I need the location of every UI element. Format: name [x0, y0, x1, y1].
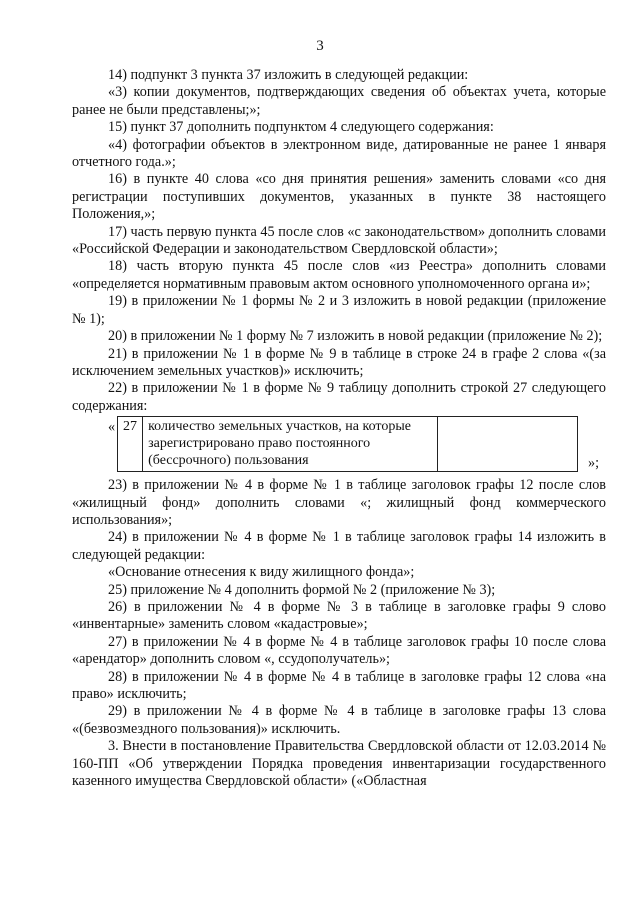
paragraph-item-19: 19) в приложении № 1 формы № 2 и 3 изложить в новой редакции (приложение № 1);	[72, 293, 606, 327]
table-cell-row-text: количество земельных участков, на которые зарегистрировано право постоянного (бессрочного) пользования	[143, 417, 438, 472]
paragraph-item-24: 24) в приложении № 4 в форме № 1 в таблице заголовок графы 14 изложить в следующей редакции:	[72, 529, 606, 563]
document-body	[72, 67, 606, 790]
paragraph-item-27: 27) в приложении № 4 в форме № 4 в таблице заголовок графы 10 после слова «арендатор» дополнить словом «, ссудополучатель»;	[72, 633, 606, 668]
paragraph-item-22: 22) в приложении № 1 в форме № 9 таблицу дополнить строкой 27 следующего содержания:	[72, 380, 606, 414]
paragraph-section-3: 3. Внести в постановление Правительства Свердловской области от 12.03.2014 № 160-ПП «Об утверждении Порядка проведения инвентаризации государственного казенного имущества Свердловской области» («Областная	[72, 738, 606, 790]
table-close-quote: »;	[588, 455, 600, 472]
paragraph-item-21: 21) в приложении № 1 в форме № 9 в таблице в строке 24 в графе 2 слова «(за исключением земельных участков)» исключить;	[72, 345, 606, 379]
paragraph-quote-basis: «Основание отнесения к виду жилищного фонда»;	[108, 564, 415, 581]
paragraph-item-14: 14) подпункт 3 пункта 37 изложить в следующей редакции:	[108, 67, 469, 83]
inserted-table	[117, 416, 578, 472]
table-cell-row-number: 27	[118, 417, 143, 472]
paragraph-item-29: 29) в приложении № 4 в форме № 4 в таблице в заголовке графы 13 слова «(безвозмездного пользования)» исключить.	[72, 703, 606, 737]
paragraph-quote-4: «4) фотографии объектов в электронном виде, датированные не ранее 1 января отчетного года.»;	[72, 136, 606, 171]
paragraph-item-16: 16) в пункте 40 слова «со дня принятия решения» заменить словами «со дня регистрации поступивших документов, указанных в пункте 38 настоящего Положения,»;	[72, 171, 606, 223]
paragraph-item-15: 15) пункт 37 дополнить подпунктом 4 следующего содержания:	[108, 119, 494, 136]
paragraph-item-20: 20) в приложении № 1 форму № 7 изложить в новой редакции (приложение № 2);	[108, 328, 603, 345]
paragraph-item-25: 25) приложение № 4 дополнить формой № 2 (приложение № 3);	[108, 581, 496, 598]
inserted-table-block	[72, 416, 606, 473]
paragraph-item-26: 26) в приложении № 4 в форме № 3 в таблице в заголовке графы 9 слово «инвентарные» заменить словом «кадастровые»;	[72, 598, 606, 633]
table-cell-empty	[438, 417, 578, 472]
paragraph-item-18: 18) часть вторую пункта 45 после слов «из Реестра» дополнить словами «определяется нормативным правовым актом основного уполномоченного органа и»;	[72, 258, 606, 292]
table-open-quote: «	[108, 419, 116, 436]
page-number: 3	[316, 38, 324, 54]
paragraph-item-28: 28) в приложении № 4 в форме № 4 в таблице в заголовке графы 12 слова «на право» исключить;	[72, 668, 606, 702]
paragraph-item-17: 17) часть первую пункта 45 после слов «с законодательством» дополнить словами «Российской Федерации и законодательством Свердловской области»;	[72, 223, 606, 258]
table-row	[118, 417, 578, 472]
paragraph-item-23: 23) в приложении № 4 в форме № 1 в таблице заголовок графы 12 после слов «жилищный фонд» дополнить словами «; жилищный фонд коммерческого использования»;	[72, 477, 606, 528]
paragraph-quote-3: «3) копии документов, подтверждающих сведения об объектах учета, которые ранее не были представлены;»;	[72, 84, 606, 118]
